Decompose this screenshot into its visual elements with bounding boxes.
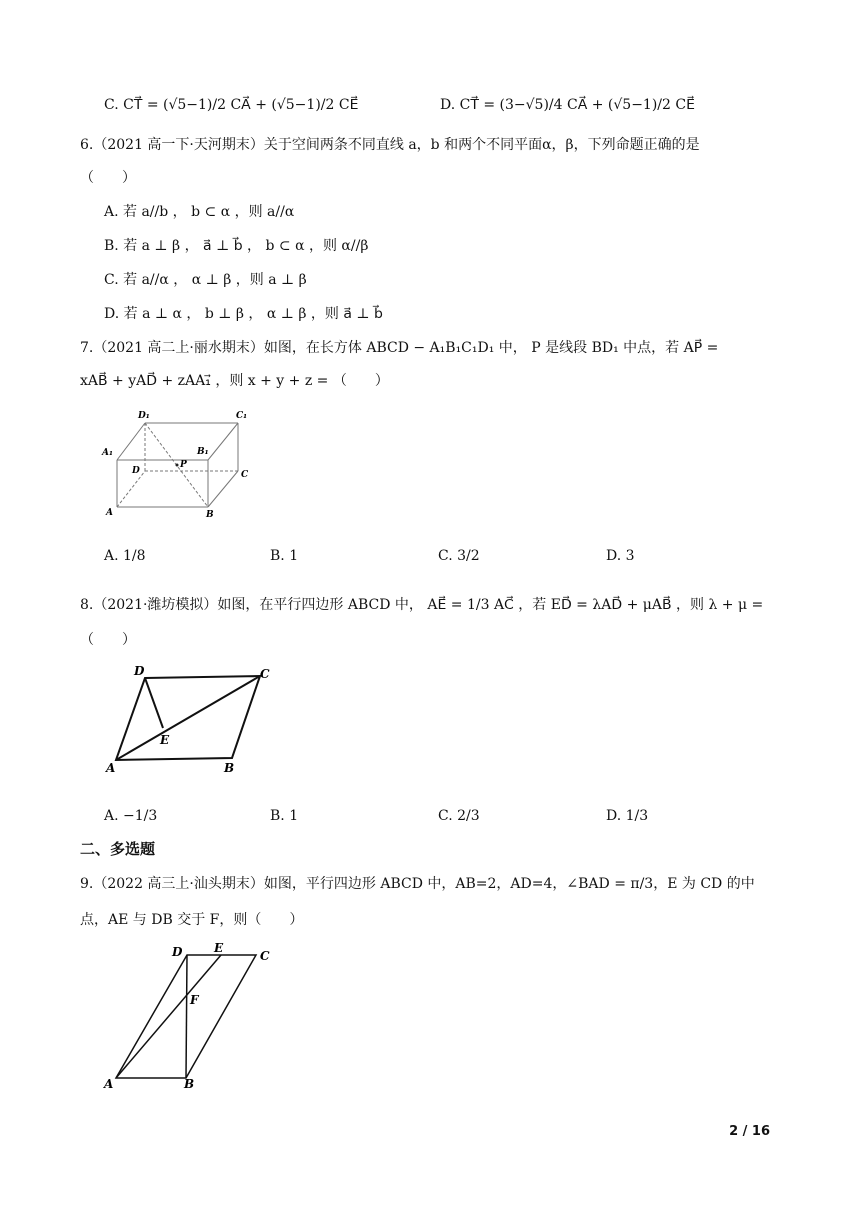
q8-label-b: B (224, 761, 235, 775)
q8-label-a: A (106, 761, 116, 775)
q8-option-b: B. 1 (270, 808, 299, 824)
q5-option-c: C. CT⃗ = (√5−1)/2 CA⃗ + (√5−1)/2 CE⃗ (104, 97, 359, 113)
q6-stem: 6.（2021 高一下·天河期末）关于空间两条不同直线 a，b 和两个不同平面α，β，下列命题正确的是 (80, 137, 700, 153)
q9-label-e: E (214, 941, 224, 955)
q7-stem-line1: 7.（2021 高二上·丽水期末）如图，在长方体 ABCD − A₁B₁C₁D₁ 中， P 是线段 BD₁ 中点，若 AP⃗ = (80, 340, 719, 356)
q9-label-f: F (190, 993, 199, 1007)
section-heading-multiple-choice: 二、多选题 (80, 840, 156, 858)
q8-paren: （ ） (80, 632, 136, 648)
q8-parallelogram-figure (100, 660, 280, 780)
q7-label-d1: D₁ (138, 411, 150, 421)
q7-label-a1: A₁ (102, 448, 113, 458)
q6-option-a: A. 若 a//b ， b ⊂ α ，则 a//α (104, 204, 295, 220)
q9-stem-line2: 点，AE 与 DB 交于 F，则（ ） (80, 912, 304, 928)
q8-stem-line1: 8.（2021·潍坊模拟）如图，在平行四边形 ABCD 中， AE⃗ = 1/3 AC⃗ ，若 ED⃗ = λAD⃗ + μAB⃗ ，则 λ + μ = (80, 597, 764, 613)
q5-option-d: D. CT⃗ = (3−√5)/4 CA⃗ + (√5−1)/2 CE⃗ (440, 97, 695, 113)
q7-label-a: A (106, 508, 113, 518)
q9-label-c: C (260, 949, 270, 963)
q8-label-d: D (134, 664, 145, 678)
q7-option-c: C. 3/2 (438, 548, 480, 564)
q7-option-b: B. 1 (270, 548, 299, 564)
q6-option-c: C. 若 a//α ， α ⊥ β ，则 a ⊥ β (104, 272, 307, 288)
q8-option-d: D. 1/3 (606, 808, 649, 824)
q7-label-d: D (132, 466, 140, 476)
q7-label-b: B (206, 510, 214, 520)
q7-option-a: A. 1/8 (104, 548, 146, 564)
q7-label-c: C (241, 470, 249, 480)
q9-label-d: D (172, 945, 183, 959)
q6-option-d: D. 若 a ⊥ α ， b ⊥ β ， α ⊥ β ，则 a⃗ ⊥ b⃗ (104, 306, 383, 322)
q7-stem-line2: xAB⃗ + yAD⃗ + zAA₁⃗ ，则 x + y + z = （ ） (80, 373, 389, 389)
q6-option-b: B. 若 a ⊥ β ， a⃗ ⊥ b⃗ ， b ⊂ α ，则 α//β (104, 238, 369, 254)
q8-option-c: C. 2/3 (438, 808, 480, 824)
page-number: 2 / 16 (729, 1124, 770, 1139)
q8-label-c: C (260, 667, 270, 681)
q8-label-e: E (160, 733, 170, 747)
q7-label-c1: C₁ (236, 411, 248, 421)
q7-label-b1: B₁ (197, 447, 209, 457)
q9-stem-line1: 9.（2022 高三上·汕头期末）如图，平行四边形 ABCD 中，AB=2，AD=4，∠BAD = π/3，E 为 CD 的中 (80, 876, 755, 892)
q7-cuboid-figure (100, 405, 260, 520)
q8-option-a: A. −1/3 (104, 808, 158, 824)
q6-paren: （ ） (80, 170, 136, 186)
q9-label-a: A (104, 1077, 114, 1090)
q9-label-b: B (184, 1077, 195, 1090)
q9-parallelogram-figure (100, 940, 280, 1090)
q7-label-p: P (180, 460, 187, 470)
q7-option-d: D. 3 (606, 548, 635, 564)
